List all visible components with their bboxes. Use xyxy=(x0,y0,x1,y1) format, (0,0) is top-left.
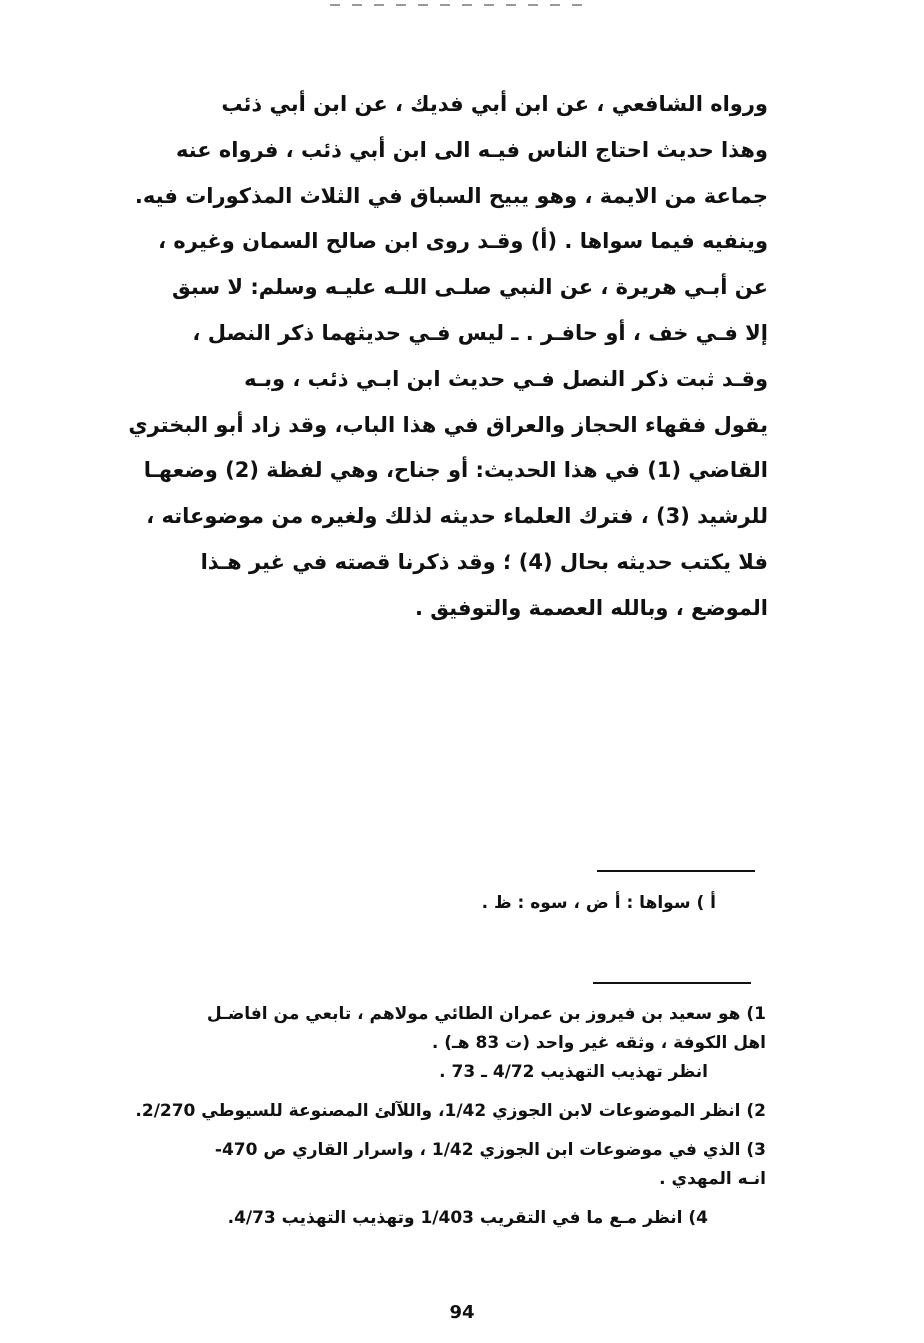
footnote-1-line-1: 1) هو سعيد بن فيروز بن عمران الطائي مولاهم ، تابعي من افاضـل xyxy=(206,1004,766,1024)
editor-note: أ ) سواها : أ ض ، سوه : ظ . xyxy=(481,893,716,913)
footnote-1-line-2: اهل الكوفة ، وثقه غير واحد (ت 83 هـ) . xyxy=(431,1033,766,1053)
footnote-4: 4) انظر مـع ما في التقريب 1/403 وتهذيب التهذيب 4/73. xyxy=(227,1208,708,1228)
top-edge-dashes xyxy=(330,4,590,6)
body-line: الموضع ، وبالله العصمة والتوفيق . xyxy=(414,595,768,620)
page-number: 94 xyxy=(449,1302,475,1323)
body-line: ورواه الشافعي ، عن ابن أبي فديك ، عن ابن أبي ذئب xyxy=(221,92,768,116)
body-line: وينفيه فيما سواها . (أ) وقـد روى ابن صالح السمان وغيره ، xyxy=(158,229,768,254)
body-line: فلا يكتب حديثه بحال (4) ؛ وقد ذكرنا قصته في غير هـذا xyxy=(200,549,768,574)
body-line: القاضي (1) في هذا الحديث: أو جناح، وهي لفظة (2) وضعهـا xyxy=(143,458,768,483)
footnote-3-line-2: انـه المهدي . xyxy=(659,1169,766,1189)
main-body-text xyxy=(128,82,768,632)
footnote-2: 2) انظر الموضوعات لابن الجوزي 1/42، واللآلئ المصنوعة للسيوطي 2/270. xyxy=(135,1101,766,1121)
footnote-1-line-3: انظر تهذيب التهذيب 4/72 ـ 73 . xyxy=(439,1062,708,1082)
body-line: وهذا حديث احتاج الناس فيـه الى ابن أبي ذئب ، فرواه عنه xyxy=(175,137,768,162)
body-line: للرشيد (3) ، فترك العلماء حديثه لذلك ولغيره من موضوعاته ، xyxy=(146,504,768,529)
footnote-3-line-1: 3) الذي في موضوعات ابن الجوزي 1/42 ، واسرار القاري ص 470- xyxy=(214,1140,766,1160)
body-line: يقول فقهاء الحجاز والعراق في هذا الباب، وقد زاد أبو البختري xyxy=(128,412,768,437)
body-line: إلا فـي خف ، أو حافـر . ـ ليس فـي حديثهما ذكر النصل ، xyxy=(192,320,768,345)
footnotes xyxy=(110,1000,766,1233)
editor-note-divider xyxy=(597,870,755,872)
body-line: جماعة من الايمة ، وهو يبيح السباق في الثلاث المذكورات فيه. xyxy=(134,183,768,208)
body-line: عن أبـي هريرة ، عن النبي صلـى اللـه عليـه وسلم: لا سبق xyxy=(171,275,768,300)
footnotes-divider xyxy=(593,982,751,984)
body-line: وقـد ثبت ذكر النصل فـي حديث ابن ابـي ذئب ، وبـه xyxy=(244,366,768,391)
